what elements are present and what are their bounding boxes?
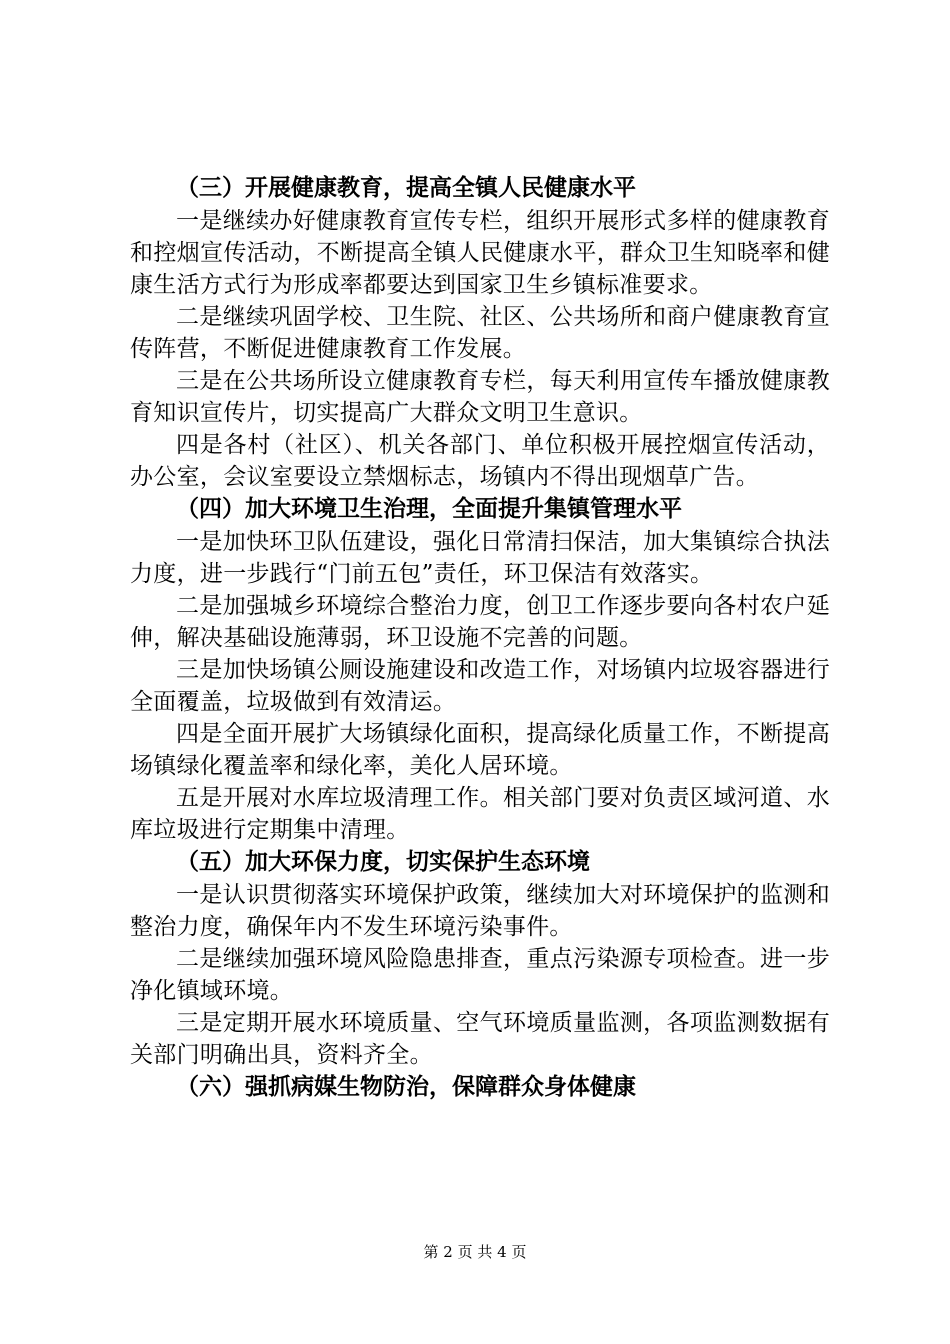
section-heading-4: （四）加大环境卫生治理，全面提升集镇管理水平 bbox=[176, 496, 682, 522]
paragraph: 四是各村（社区）、机关各部门、单位积极开展控烟宣传活动，办公室，会议室要设立禁烟标志，场镇内不得出现烟草广告。 bbox=[130, 432, 830, 490]
paragraph: 一是加快环卫队伍建设，强化日常清扫保洁，加大集镇综合执法力度，进一步践行“门前五包”责任，环卫保洁有效落实。 bbox=[130, 529, 830, 587]
section-heading-6: （六）强抓病媒生物防治，保障群众身体健康 bbox=[176, 1074, 636, 1100]
paragraph: 二是加强城乡环境综合整治力度，创卫工作逐步要向各村农户延伸，解决基础设施薄弱，环卫设施不完善的问题。 bbox=[130, 593, 830, 651]
document-body bbox=[130, 172, 830, 1104]
paragraph: 二是继续加强环境风险隐患排查，重点污染源专项检查。进一步净化镇域环境。 bbox=[130, 946, 830, 1004]
section-heading-5: （五）加大环保力度，切实保护生态环境 bbox=[176, 849, 590, 875]
paragraph: 一是认识贯彻落实环境保护政策，继续加大对环境保护的监测和整治力度，确保年内不发生环境污染事件。 bbox=[130, 882, 830, 940]
paragraph: 一是继续办好健康教育宣传专栏，组织开展形式多样的健康教育和控烟宣传活动，不断提高全镇人民健康水平，群众卫生知晓率和健康生活方式行为形成率都要达到国家卫生乡镇标准要求。 bbox=[130, 208, 830, 298]
paragraph: 三是在公共场所设立健康教育专栏，每天利用宣传车播放健康教育知识宣传片，切实提高广大群众文明卫生意识。 bbox=[130, 368, 830, 426]
paragraph: 二是继续巩固学校、卫生院、社区、公共场所和商户健康教育宣传阵营，不断促进健康教育工作发展。 bbox=[130, 304, 830, 362]
paragraph: 四是全面开展扩大场镇绿化面积，提高绿化质量工作，不断提高场镇绿化覆盖率和绿化率，美化人居环境。 bbox=[130, 721, 830, 779]
paragraph: 三是加快场镇公厕设施建设和改造工作，对场镇内垃圾容器进行全面覆盖，垃圾做到有效清运。 bbox=[130, 657, 830, 715]
paragraph: 三是定期开展水环境质量、空气环境质量监测，各项监测数据有关部门明确出具，资料齐全。 bbox=[130, 1010, 830, 1068]
paragraph: 五是开展对水库垃圾清理工作。相关部门要对负责区域河道、水库垃圾进行定期集中清理。 bbox=[130, 785, 830, 843]
page-number-footer: 第 2 页 共 4 页 bbox=[423, 1243, 527, 1261]
section-heading-3: （三）开展健康教育，提高全镇人民健康水平 bbox=[176, 175, 636, 201]
